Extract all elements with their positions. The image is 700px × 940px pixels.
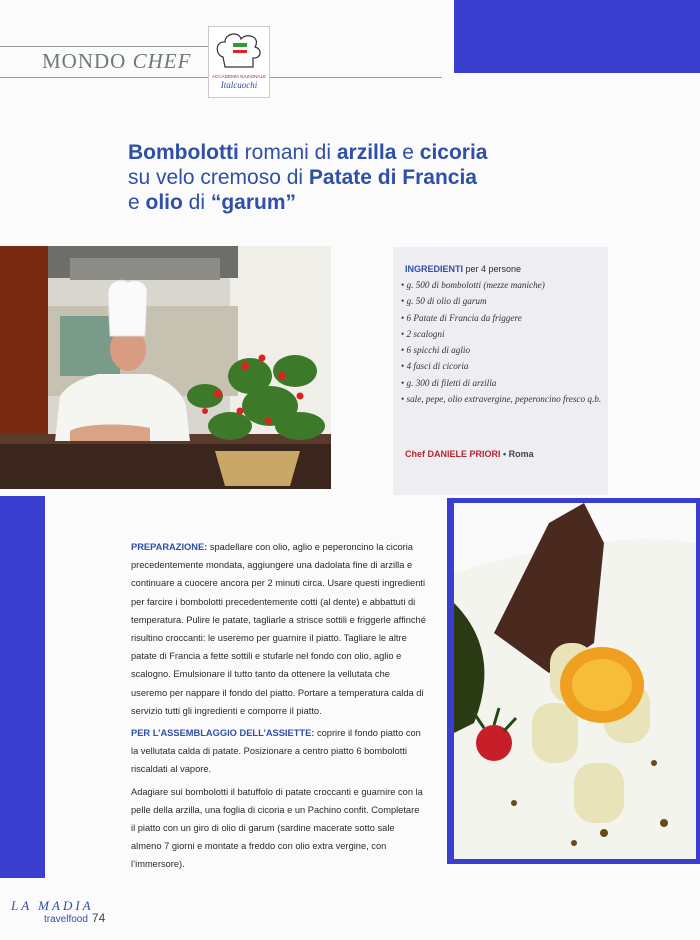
chef-photo: [0, 246, 331, 489]
section-label: MONDO CHEF: [42, 49, 192, 73]
header-blue-bar: [454, 0, 700, 73]
header-rule-right: [262, 77, 442, 78]
ingredients-panel: [393, 247, 608, 495]
list-item: • 6 Patate di Francia da friggere: [401, 310, 606, 326]
assembly-paragraph: PER L’ASSEMBLAGGIO DELL’ASSIETTE: coprire il fondo piatto con la vellutata calda di patate. Posizionare a centro piatto 6 bombolotti riscaldati al vapore.: [131, 728, 421, 775]
header-rule-top: [0, 46, 210, 47]
recipe-title: Bombolotti romani di arzilla e cicoria su velo cremoso di Patate di Francia e olio di “garum”: [128, 141, 488, 214]
page-number: 74: [91, 911, 106, 925]
italcuochi-logo: [208, 26, 270, 98]
preparation-paragraph: PREPARAZIONE: spadellare con olio, aglio e peperoncino la cicoria precedentemente mondata, aggiungere una dadolata fine di arzilla e continuare a cuocere ancora per 2 minuti circa. Usare questi ingredienti per farcire i bombolotti precedentemente cotti (al dente) e abbattuti di temperatura. Pulire le patate, tagliarle a strisce sottili e friggerle affinché risultino croccanti: le useremo per guarnire il piatto. Tagliare le altre patate di Francia a fette sottili e stufarle nel fondo con olio, aglio e scalogno. Emulsionare il tutto tanto da ottenere la vellutata che useremo per nappare il fondo del piatto. Portare a temperatura calda di servizio tutti gli ingredienti e comporre il piatto.: [131, 542, 426, 716]
magazine-logo: LA MADIA: [11, 898, 94, 913]
side-blue-strip: [0, 496, 45, 878]
chef-credit: Chef DANIELE PRIORI • Roma: [405, 449, 534, 459]
assembly-paragraph-2: Adagiare sui bombolotti il batuffolo di patate croccanti e guarnire con la pelle della arzilla, una foglia di cicoria e un Pachino confit. Completare il piatto con un giro di olio di garum (sardine macerate sotto sale almeno 7 giorni e montate a freddo con olio extra vergine, con l’immersore).: [131, 786, 423, 870]
svg-text:Italcuochi: Italcuochi: [220, 80, 258, 90]
list-item: • g. 300 di filetti di arzilla: [401, 375, 606, 391]
ingredients-list: [401, 277, 606, 407]
list-item: • g. 500 di bombolotti (mezze maniche): [401, 277, 606, 293]
chef-hat-icon: [209, 27, 269, 97]
svg-text:ACCADEMIA NAZIONALE: ACCADEMIA NAZIONALE: [211, 74, 267, 79]
recipe-instructions: [131, 538, 426, 878]
ingredients-heading: INGREDIENTI per 4 persone: [405, 264, 522, 274]
list-item: • 4 fasci di cicoria: [401, 358, 606, 374]
list-item: • sale, pepe, olio extravergine, peperoncino fresco q.b.: [401, 391, 606, 407]
list-item: • g. 50 di olio di garum: [401, 293, 606, 309]
list-item: • 2 scalogni: [401, 326, 606, 342]
magazine-footer: travelfood 74: [44, 911, 106, 925]
list-item: • 6 spicchi di aglio: [401, 342, 606, 358]
dish-photo: [454, 503, 696, 859]
